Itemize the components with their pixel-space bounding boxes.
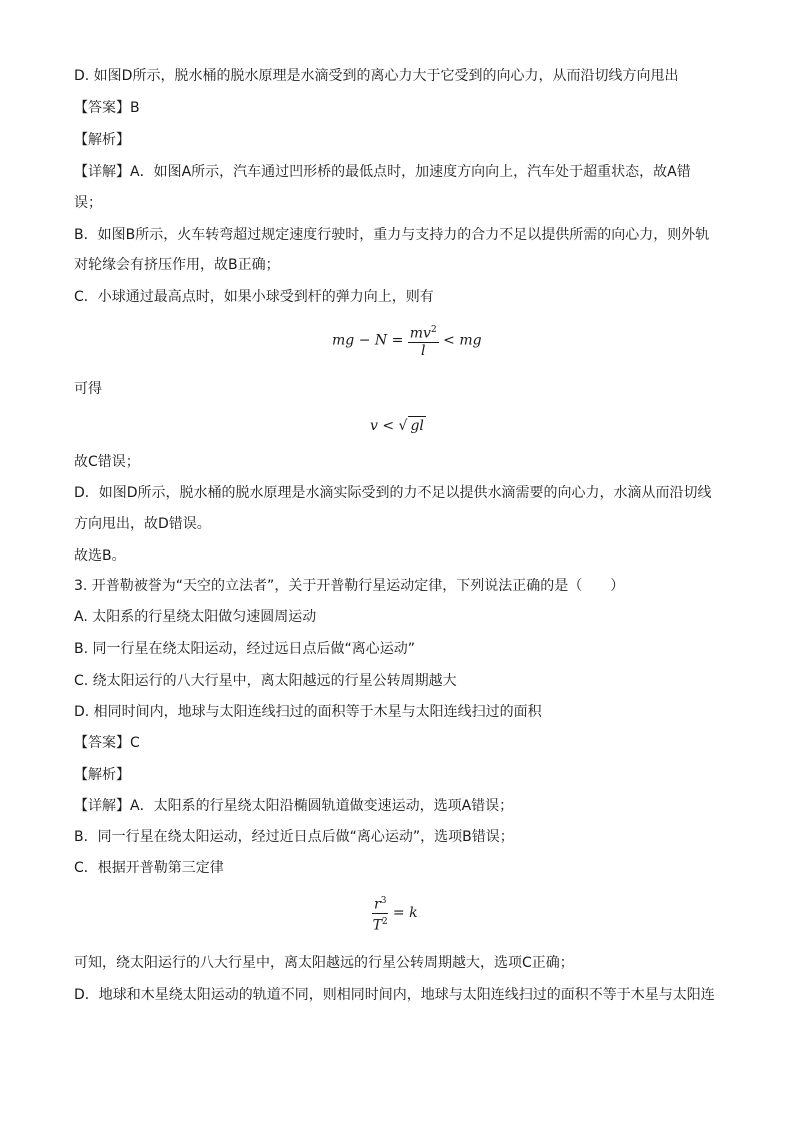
text-line: 对轮缘会有挤压作用，故B正确； bbox=[74, 257, 280, 273]
text-line: 方向甩出，故D错误。 bbox=[74, 516, 211, 532]
text-line: 误； bbox=[74, 195, 102, 211]
text-line: D．如图D所示，脱水桶的脱水原理是水滴实际受到的力不足以提供水滴需要的向心力，水滴从而沿切线 bbox=[74, 485, 712, 501]
equation-velocity-bound bbox=[370, 416, 426, 435]
question-stem: 3. 开普勒被誉为“天空的立法者”，关于开普勒行星运动定律，下列说法正确的是（ ） bbox=[74, 578, 625, 594]
option-d: D. 相同时间内，地球与太阳连线扫过的面积等于木星与太阳连线扫过的面积 bbox=[74, 704, 542, 720]
analysis-label: 【解析】 bbox=[74, 132, 130, 148]
answer-label: 【答案】C bbox=[74, 735, 140, 751]
eq1-lhs: mg − N = bbox=[332, 332, 404, 349]
option-c: C. 绕太阳运行的八大行星中，离太阳越远的行星公转周期越大 bbox=[74, 673, 457, 689]
eq1-den: l bbox=[420, 342, 426, 359]
text-line: C．根据开普勒第三定律 bbox=[74, 860, 224, 876]
text-line: 【详解】A．太阳系的行星绕太阳沿椭圆轨道做变速运动，选项A错误； bbox=[74, 798, 514, 814]
equation-kepler-third-law bbox=[372, 893, 418, 933]
text-line: D. 如图D所示，脱水桶的脱水原理是水滴受到的离心力大于它受到的向心力，从而沿切线方向甩出 bbox=[74, 68, 679, 84]
text-line: 故选B。 bbox=[74, 548, 126, 564]
eq2-radicand: gl bbox=[410, 418, 424, 434]
text-line: 可知，绕太阳运行的八大行星中，离太阳越远的行星公转周期越大，选项C正确； bbox=[74, 955, 574, 971]
text-line: C．小球通过最高点时，如果小球受到杆的弹力向上，则有 bbox=[74, 289, 434, 305]
text-line: D．地球和木星绕太阳运动的轨道不同，则相同时间内，地球与太阳连线扫过的面积不等于木星与太阳连 bbox=[74, 987, 715, 1003]
eq3-num: r bbox=[374, 896, 381, 913]
eq2-lhs: v < bbox=[370, 418, 395, 434]
analysis-label: 【解析】 bbox=[74, 767, 130, 783]
option-b: B. 同一行星在绕太阳运动，经过远日点后做“离心运动” bbox=[74, 641, 416, 657]
text-line: 【详解】A．如图A所示，汽车通过凹形桥的最低点时，加速度方向向上，汽车处于超重状态，故A错 bbox=[74, 164, 691, 180]
equation-force-balance bbox=[332, 322, 482, 359]
sqrt-icon: √ bbox=[398, 418, 408, 434]
eq1-fraction bbox=[408, 322, 439, 359]
text-line: B．同一行星在绕太阳运动，经过近日点后做“离心运动”，选项B错误； bbox=[74, 829, 514, 845]
answer-label: 【答案】B bbox=[74, 100, 140, 116]
eq1-num: mv bbox=[409, 325, 431, 342]
eq3-den-exp: 2 bbox=[382, 916, 388, 927]
eq3-rhs: = k bbox=[392, 905, 418, 922]
eq3-num-exp: 3 bbox=[380, 896, 387, 906]
eq3-den: T bbox=[372, 917, 383, 934]
eq3-fraction bbox=[372, 893, 388, 933]
text-line: B．如图B所示，火车转弯超过规定速度行驶时，重力与支持力的合力不足以提供所需的向心力，则外轨 bbox=[74, 227, 710, 243]
eq1-rhs: < mg bbox=[443, 332, 482, 349]
option-a: A. 太阳系的行星绕太阳做匀速圆周运动 bbox=[74, 609, 317, 625]
text-line: 可得 bbox=[74, 381, 102, 397]
text-line: 故C错误； bbox=[74, 454, 140, 470]
eq1-num-exp: 2 bbox=[430, 325, 437, 335]
